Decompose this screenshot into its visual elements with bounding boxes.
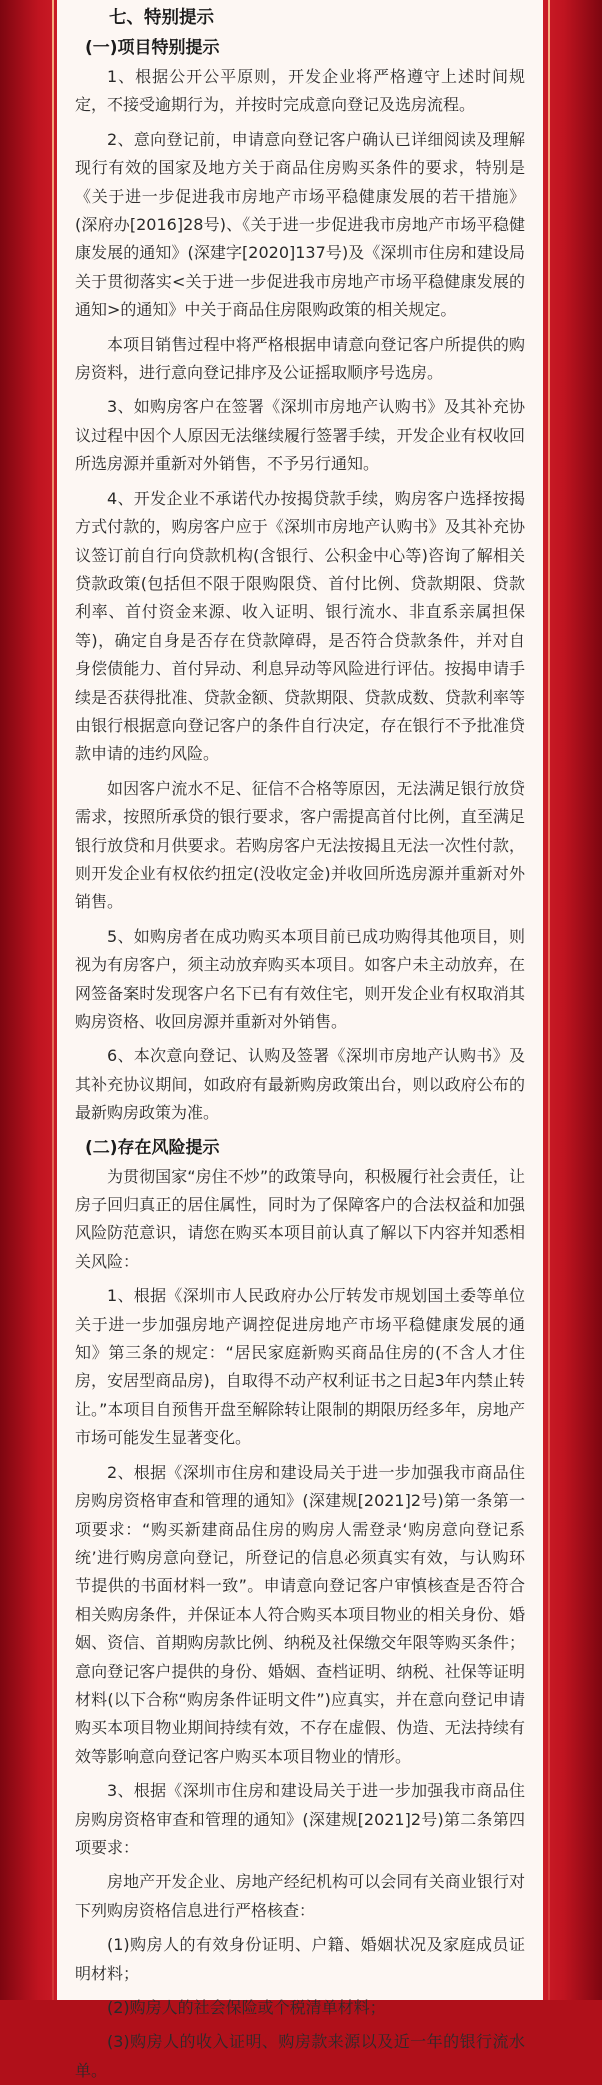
part2-title: (二)存在风险提示 [85,1137,220,1158]
part1-paragraph-1: 1、根据公开公平原则，开发企业将严格遵守上述时间规定，不接受逾期行为，并按时完成意向登记及选房流程。 [75,67,525,115]
part2-paragraph-5: 房地产开发企业、房地产经纪机构可以会同有关商业银行对下列购房资格信息进行严格核查： [75,1872,525,1920]
notice-panel [57,0,543,2080]
part2-list-item-3: (3)购房人的收入证明、购房款来源以及近一年的银行流水单。 [75,2032,525,2080]
part2-paragraph-2: 1、根据《深圳市人民政府办公厅转发市规划国土委等单位关于进一步加强房地产调控促进房地产市场平稳健康发展的通知》第三条的规定：“居民家庭新购买商品住房的(不含人才住房，安居型商品房)，自取得不动产权利证书之日起3年内禁止转让。”本项目自预售开盘至解除转让限制的期限历经多年，房地产市场可能发生显著变化。 [75,1286,525,1448]
part1-paragraph-8: 6、本次意向登记、认购及签署《深圳市房地产认购书》及其补充协议期间，如政府有最新购房政策出台，则以政府公布的最新购房政策为准。 [75,1046,525,1123]
section-title: 七、特别提示 [109,8,214,28]
part2-paragraph-1: 为贯彻国家“房住不炒”的政策导向，积极履行社会责任，让房子回归真正的居住属性，同时为了保障客户的合法权益和加强风险防范意识，请您在购买本项目前认真了解以下内容并知悉相关风险： [75,1166,525,1271]
part1-paragraph-3: 本项目销售过程中将严格根据申请意向登记客户所提供的购房资料，进行意向登记排序及公证摇取顺序号选房。 [75,334,525,383]
part2-list-item-1: (1)购房人的有效身份证明、户籍、婚姻状况及家庭成员证明材料； [75,1935,525,1983]
part1-paragraph-2: 2、意向登记前，申请意向登记客户确认已详细阅读及理解现行有效的国家及地方关于商品住房购买条件的要求，特别是《关于进一步促进我市房地产市场平稳健康发展的若干措施》(深府办[2016]28号)、《关于进一步促进我市房地产市场平稳健康发展的通知》(深建字[2020]137号)及《深圳市住房和建设局关于贯彻落实<关于进一步促进我市房地产市场平稳健康发展的通知>的通知》中关于商品住房限购政策的相关规定。 [75,129,525,320]
part1-paragraph-5: 4、开发企业不承诺代办按揭贷款手续，购房客户选择按揭方式付款的，购房客户应于《深圳市房地产认购书》及其补充协议签订前自行向贷款机构(含银行、公积金中心等)咨询了解相关贷款政策(包括但不限于限购限贷、首付比例、贷款期限、贷款利率、首付资金来源、收入证明、银行流水、非直系亲属担保等)，确定自身是否存在贷款障碍，是否符合贷款条件，并对自身偿债能力、首付异动、利息异动等风险进行评估。按揭申请手续是否获得批准、贷款金额、贷款期限、贷款成数、贷款利率等由银行根据意向登记客户的条件自行决定，存在银行不予批准贷款申请的违约风险。 [75,488,525,764]
part1-paragraph-7: 5、如购房者在成功购买本项目前已成功购得其他项目，则视为有房客户，须主动放弃购买本项目。如客户未主动放弃，在网签备案时发现客户名下已有有效住宅，则开发企业有权取消其购房资格、收回房源并重新对外销售。 [75,926,525,1031]
part1-paragraph-6: 如因客户流水不足、征信不合格等原因，无法满足银行放贷需求，按照所承贷的银行要求，客户需提高首付比例，直至满足银行放贷和月供要求。若购房客户无法按揭且无法一次性付款，则开发企业有权依约扭定(没收定金)并收回所选房源并重新对外销售。 [75,778,525,912]
part2-list-item-2: (2)购房人的社会保险或个税清单材料； [107,1998,386,2017]
part1-paragraph-4: 3、如购房客户在签署《深圳市房地产认购书》及其补充协议过程中因个人原因无法继续履行签署手续，开发企业有权收回所选房源并重新对外销售，不予另行通知。 [75,397,525,474]
part2-paragraph-4: 3、根据《深圳市住房和建设局关于进一步加强我市商品住房购房资格审查和管理的通知》(深建规[2021]2号)第二条第四项要求： [75,1781,525,1857]
part1-title: (一)项目特别提示 [85,38,220,58]
part2-paragraph-3: 2、根据《深圳市住房和建设局关于进一步加强我市商品住房购房资格审查和管理的通知》(深建规[2021]2号)第一条第一项要求：“购买新建商品住房的购房人需登录‘购房意向登记系统’进行购房意向登记，所登记的信息必须真实有效，与认购环节提供的书面材料一致”。申请意向登记客户审慎核查是否符合相关购房条件，并保证本人符合购买本项目物业的相关身份、婚姻、资信、首期购房款比例、纳税及社保缴交年限等购买条件；意向登记客户提供的身份、婚姻、查档证明、纳税、社保等证明材料(以下合称“购房条件证明文件”)应真实，并在意向登记申请购买本项目物业期间持续有效，不存在虚假、伪造、无法持续有效等影响意向登记客户购买本项目物业的情形。 [75,1462,525,1766]
